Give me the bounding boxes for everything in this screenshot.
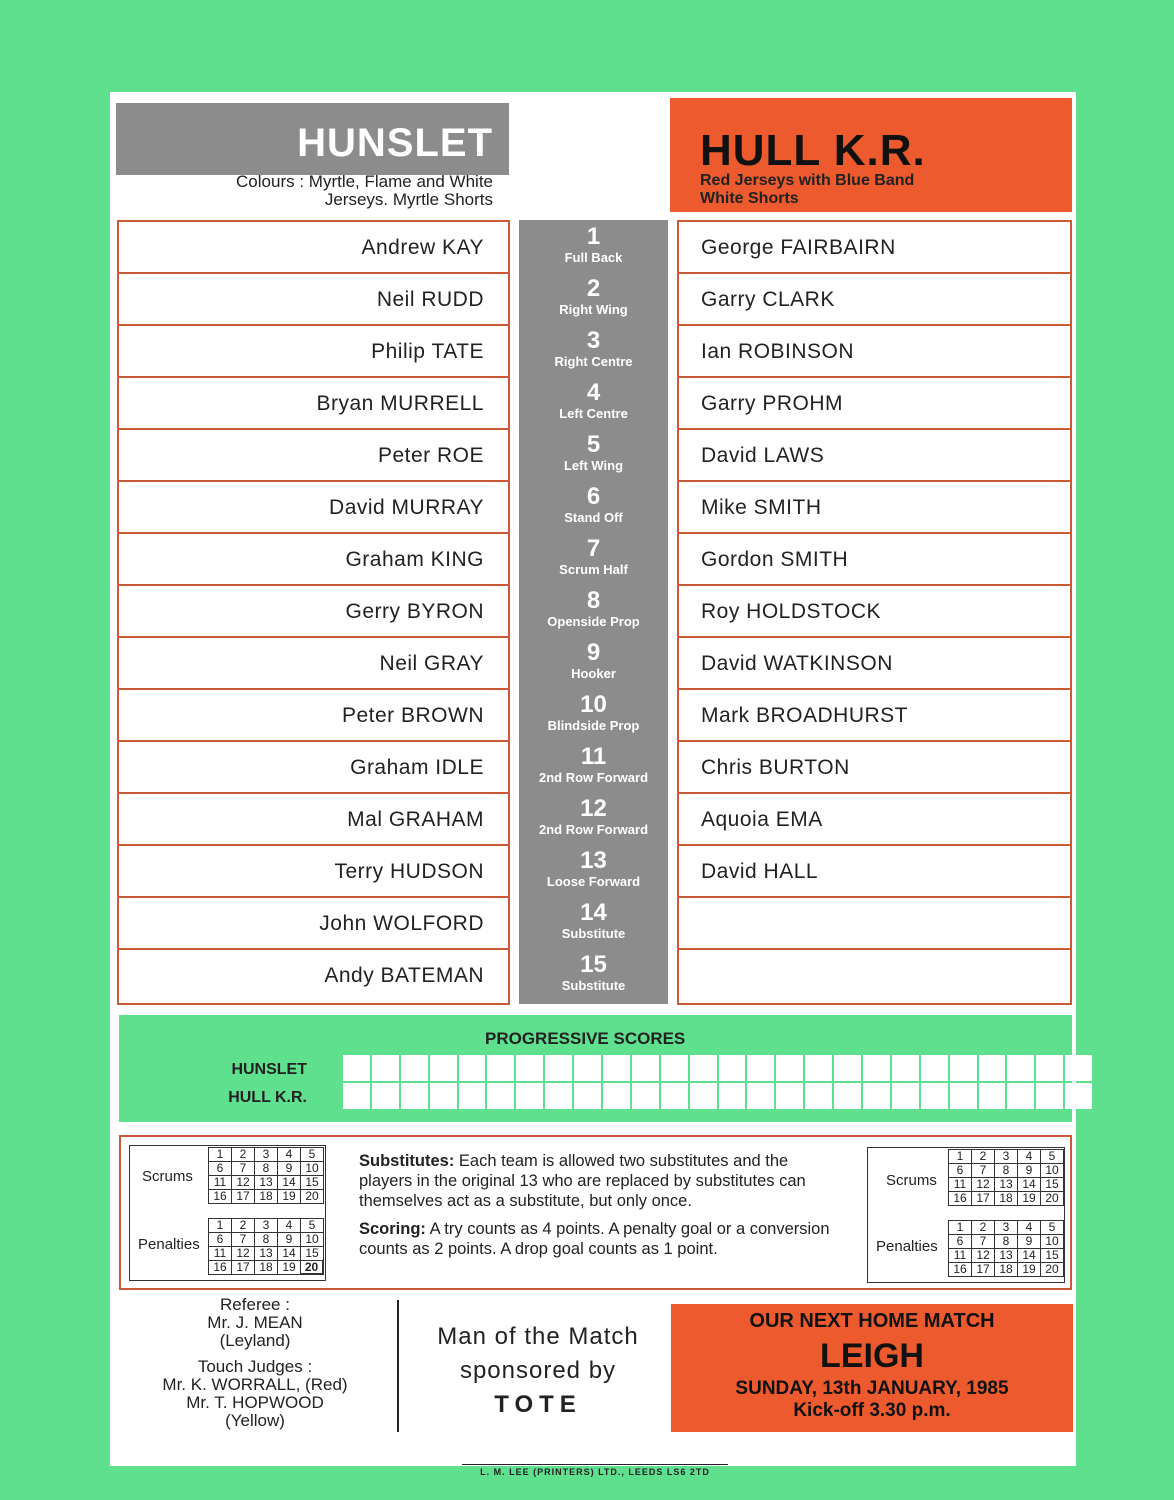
substitutes-rule-title: Substitutes: [359, 1152, 455, 1170]
away-team-list [677, 220, 1072, 1005]
tally-number: 4 [1018, 1221, 1041, 1235]
position-number: 4 [586, 379, 601, 406]
tally-number: 12 [232, 1176, 255, 1190]
away-player-row [679, 222, 1070, 274]
tally-number: 19 [1018, 1263, 1041, 1277]
home-penalties-label: Penalties [138, 1236, 200, 1253]
score-cell [690, 1083, 717, 1109]
tally-number: 8 [255, 1162, 278, 1176]
tally-number: 14 [1018, 1249, 1041, 1263]
home-player-name: Andrew KAY [361, 236, 484, 259]
position-label: Hooker [571, 666, 616, 681]
tally-number: 17 [232, 1190, 255, 1204]
tally-number: 1 [949, 1221, 972, 1235]
tally-number: 14 [278, 1247, 301, 1261]
score-cell [1007, 1055, 1034, 1081]
tally-number: 5 [301, 1148, 324, 1162]
tally-number: 16 [209, 1261, 232, 1275]
tally-number: 17 [972, 1192, 995, 1206]
tally-number: 10 [301, 1162, 324, 1176]
score-cell [979, 1055, 1006, 1081]
away-player-name: Roy HOLDSTOCK [701, 600, 881, 623]
man-of-the-match [408, 1320, 668, 1422]
position-number: 6 [586, 483, 601, 510]
divider-line [397, 1300, 399, 1432]
score-cell [574, 1055, 601, 1081]
home-player-name: Gerry BYRON [345, 600, 484, 623]
home-player-row [119, 534, 508, 586]
match-officials [130, 1296, 380, 1438]
score-cell [921, 1055, 948, 1081]
position-number: 8 [586, 587, 601, 614]
scoring-rule-text: A try counts as 4 points. A penalty goal or a conversion counts as 2 points. A drop goal counts as 1 point. [359, 1220, 830, 1258]
score-cell [690, 1055, 717, 1081]
away-player-row [679, 274, 1070, 326]
home-player-name: Andy BATEMAN [324, 964, 484, 987]
away-player-row [679, 846, 1070, 898]
tally-number: 12 [972, 1178, 995, 1192]
next-match-date: SUNDAY, 13th JANUARY, 1985 [735, 1378, 1009, 1399]
position-label: Left Wing [563, 458, 624, 473]
home-player-name: Peter ROE [377, 444, 484, 467]
tally-number: 18 [995, 1192, 1018, 1206]
home-player-row [119, 482, 508, 534]
score-cell [979, 1083, 1006, 1109]
away-player-name: Garry CLARK [701, 288, 835, 311]
position-number: 3 [586, 327, 601, 354]
home-colours-line-2: Jerseys. Myrtle Shorts [324, 190, 493, 209]
next-match-kickoff: Kick-off 3.30 p.m. [793, 1400, 951, 1421]
motm-sponsored-by: sponsored by [459, 1357, 617, 1384]
touch-judge-2: Mr. T. HOPWOOD [186, 1393, 324, 1412]
home-player-row [119, 794, 508, 846]
position-number: 13 [580, 847, 607, 874]
home-player-name: Bryan MURRELL [316, 392, 484, 415]
position-item [519, 532, 668, 584]
scoring-rule-title: Scoring: [359, 1220, 426, 1238]
position-item [519, 428, 668, 480]
tally-number: 15 [1041, 1249, 1064, 1263]
tally-number: 11 [209, 1176, 232, 1190]
away-player-row [679, 638, 1070, 690]
tally-number: 4 [278, 1148, 301, 1162]
position-label: Substitute [561, 978, 626, 993]
tally-number: 6 [209, 1162, 232, 1176]
away-player-row [679, 794, 1070, 846]
position-item [519, 480, 668, 532]
home-player-name: Neil RUDD [376, 288, 484, 311]
position-number: 5 [586, 431, 601, 458]
position-item [519, 220, 668, 272]
tally-number: 5 [301, 1219, 324, 1233]
score-cell [863, 1055, 890, 1081]
tally-number: 10 [1041, 1235, 1064, 1249]
tally-number: 9 [1018, 1235, 1041, 1249]
tally-number: 2 [972, 1221, 995, 1235]
tally-number: 3 [255, 1219, 278, 1233]
home-tally-box [129, 1145, 326, 1281]
motm-title: Man of the Match [437, 1323, 639, 1350]
motm-sponsor: TOTE [494, 1391, 582, 1418]
tally-number: 14 [278, 1176, 301, 1190]
tally-number: 9 [278, 1233, 301, 1247]
away-player-name: David WATKINSON [701, 652, 893, 675]
home-scrums-grid [208, 1147, 324, 1204]
score-cell [1065, 1083, 1092, 1109]
position-item [519, 844, 668, 896]
away-player-row [679, 378, 1070, 430]
tally-number: 15 [1041, 1178, 1064, 1192]
score-cell [950, 1083, 977, 1109]
tally-number: 1 [209, 1148, 232, 1162]
tally-number: 19 [278, 1190, 301, 1204]
score-cell [487, 1083, 514, 1109]
tally-number: 4 [278, 1219, 301, 1233]
position-number: 1 [586, 223, 601, 250]
away-player-name: Ian ROBINSON [701, 340, 855, 363]
position-label: Loose Forward [546, 874, 641, 889]
tally-number: 19 [278, 1261, 301, 1275]
score-cell [343, 1083, 370, 1109]
away-penalties-label: Penalties [876, 1238, 938, 1255]
away-player-name: Mark BROADHURST [701, 704, 909, 727]
away-team-name: HULL K.R. [700, 126, 926, 175]
away-team-header [670, 98, 1072, 212]
position-label: Full Back [564, 250, 623, 265]
score-cell [863, 1083, 890, 1109]
score-cell [632, 1055, 659, 1081]
away-player-row [679, 534, 1070, 586]
tally-number: 10 [1041, 1164, 1064, 1178]
tally-number: 15 [301, 1247, 324, 1261]
away-player-name: Chris BURTON [701, 756, 850, 779]
tally-number: 13 [255, 1247, 278, 1261]
away-player-row [679, 326, 1070, 378]
positions-column [519, 220, 668, 1004]
referee-block [130, 1296, 380, 1350]
home-player-name: Graham IDLE [350, 756, 484, 779]
position-label: Blindside Prop [547, 718, 640, 733]
position-number: 2 [586, 275, 601, 302]
score-cell [661, 1083, 688, 1109]
tally-number: 4 [1018, 1150, 1041, 1164]
away-player-name: David LAWS [701, 444, 825, 467]
home-player-row [119, 638, 508, 690]
score-cell [1007, 1083, 1034, 1109]
away-penalties-grid [948, 1220, 1064, 1277]
away-player-row [679, 898, 1070, 950]
next-match-heading: OUR NEXT HOME MATCH [749, 1310, 995, 1332]
next-home-match [671, 1304, 1073, 1432]
position-number: 15 [580, 951, 607, 978]
score-cell [430, 1083, 457, 1109]
score-cell [516, 1083, 543, 1109]
tally-number: 13 [255, 1176, 278, 1190]
home-player-row [119, 430, 508, 482]
home-player-name: Terry HUDSON [334, 860, 484, 883]
tally-number: 3 [995, 1150, 1018, 1164]
score-cell [950, 1055, 977, 1081]
score-cell [747, 1055, 774, 1081]
score-cell [719, 1083, 746, 1109]
tally-number: 1 [949, 1150, 972, 1164]
score-cell [1036, 1055, 1063, 1081]
position-item [519, 948, 668, 1000]
tally-number: 12 [972, 1249, 995, 1263]
tally-number: 5 [1041, 1150, 1064, 1164]
touch-judges-block [130, 1358, 380, 1430]
position-label: 2nd Row Forward [538, 770, 649, 785]
tally-number: 20 [1041, 1263, 1064, 1277]
score-cell [1036, 1083, 1063, 1109]
score-cell [545, 1083, 572, 1109]
position-label: Scrum Half [559, 562, 628, 577]
away-player-name: Mike SMITH [701, 496, 822, 519]
progressive-score-grid [343, 1055, 1092, 1109]
home-player-row [119, 950, 508, 1002]
tally-number: 11 [209, 1247, 232, 1261]
score-cell [805, 1083, 832, 1109]
tally-number: 8 [255, 1233, 278, 1247]
away-scrums-grid [948, 1149, 1064, 1206]
tally-number: 5 [1041, 1221, 1064, 1235]
score-cell [747, 1083, 774, 1109]
score-cell [776, 1083, 803, 1109]
home-player-row [119, 742, 508, 794]
progressive-scores [119, 1015, 1072, 1122]
position-item [519, 896, 668, 948]
position-number: 14 [580, 899, 607, 926]
score-cell [892, 1055, 919, 1081]
score-cell [834, 1055, 861, 1081]
tally-number: 7 [232, 1233, 255, 1247]
score-cell [574, 1083, 601, 1109]
score-cell [487, 1055, 514, 1081]
referee-name: Mr. J. MEAN [207, 1313, 303, 1332]
tally-number: 17 [232, 1261, 255, 1275]
score-cell [892, 1083, 919, 1109]
printer-imprint: L. M. LEE (PRINTERS) LTD., LEEDS LS6 2TD [462, 1464, 728, 1477]
away-player-row [679, 742, 1070, 794]
tally-number: 1 [209, 1219, 232, 1233]
score-cell [603, 1083, 630, 1109]
position-item [519, 636, 668, 688]
tally-number: 20 [1041, 1192, 1064, 1206]
home-player-row [119, 326, 508, 378]
tally-number: 18 [255, 1261, 278, 1275]
tally-number: 8 [995, 1164, 1018, 1178]
home-colours-line-1: Colours : Myrtle, Flame and White [236, 172, 493, 191]
tally-number: 6 [209, 1233, 232, 1247]
away-scrums-label: Scrums [886, 1172, 937, 1189]
tally-number: 20 [301, 1190, 324, 1204]
tally-number: 7 [972, 1235, 995, 1249]
score-cell [401, 1083, 428, 1109]
scoring-rule [359, 1219, 834, 1259]
score-cell [545, 1055, 572, 1081]
score-cell [430, 1055, 457, 1081]
home-team-header [116, 103, 509, 175]
position-item [519, 272, 668, 324]
home-player-name: David MURRAY [329, 496, 484, 519]
score-cell [459, 1083, 486, 1109]
tally-number: 16 [949, 1263, 972, 1277]
home-player-row [119, 222, 508, 274]
score-cell [834, 1083, 861, 1109]
position-number: 7 [586, 535, 601, 562]
home-player-row [119, 846, 508, 898]
score-cell [805, 1055, 832, 1081]
home-player-row [119, 690, 508, 742]
home-player-row [119, 274, 508, 326]
tally-number: 20 [301, 1261, 324, 1275]
score-cell [776, 1055, 803, 1081]
info-box [119, 1135, 1072, 1290]
tally-number: 2 [232, 1219, 255, 1233]
away-colours-line-2: White Shorts [700, 190, 799, 207]
away-player-name: Garry PROHM [701, 392, 843, 415]
tally-number: 8 [995, 1235, 1018, 1249]
referee-label: Referee : [220, 1295, 290, 1314]
home-player-row [119, 378, 508, 430]
position-item [519, 584, 668, 636]
tally-number: 10 [301, 1233, 324, 1247]
position-item [519, 740, 668, 792]
score-cell [401, 1055, 428, 1081]
position-label: Right Wing [559, 302, 628, 317]
score-cell [516, 1055, 543, 1081]
position-item [519, 324, 668, 376]
away-player-name: George FAIRBAIRN [701, 236, 896, 259]
position-number: 10 [580, 691, 607, 718]
tally-number: 2 [972, 1150, 995, 1164]
away-player-name: Gordon SMITH [701, 548, 849, 571]
tally-number: 2 [232, 1148, 255, 1162]
home-player-name: Philip TATE [371, 340, 484, 363]
score-cell [1065, 1055, 1092, 1081]
home-team-list [117, 220, 510, 1005]
home-player-name: Graham KING [345, 548, 484, 571]
home-team-name: HUNSLET [297, 121, 493, 165]
home-scrums-label: Scrums [142, 1168, 193, 1185]
tally-number: 7 [972, 1164, 995, 1178]
tally-number: 13 [995, 1249, 1018, 1263]
tally-number: 7 [232, 1162, 255, 1176]
tally-number: 17 [972, 1263, 995, 1277]
position-number: 11 [580, 743, 607, 770]
away-player-row [679, 586, 1070, 638]
score-cell [372, 1083, 399, 1109]
progressive-away-label: HULL K.R. [228, 1089, 307, 1106]
tally-number: 11 [949, 1178, 972, 1192]
home-player-name: John WOLFORD [319, 912, 484, 935]
away-tally-box [867, 1147, 1065, 1283]
touch-judge-2-flag: (Yellow) [225, 1411, 285, 1430]
position-label: Substitute [561, 926, 626, 941]
tally-number: 6 [949, 1235, 972, 1249]
position-label: Openside Prop [547, 614, 640, 629]
away-player-row [679, 950, 1070, 1002]
tally-number: 3 [995, 1221, 1018, 1235]
position-number: 9 [586, 639, 601, 666]
tally-number: 6 [949, 1164, 972, 1178]
tally-number: 12 [232, 1247, 255, 1261]
away-player-row [679, 690, 1070, 742]
referee-club: (Leyland) [219, 1331, 291, 1350]
position-item [519, 688, 668, 740]
score-cell [372, 1055, 399, 1081]
home-player-row [119, 586, 508, 638]
tally-number: 16 [209, 1190, 232, 1204]
position-label: Stand Off [564, 510, 623, 525]
substitutes-rule-text: Each team is allowed two substitutes and the players in the original 13 who are replaced by substitutes can themselves act as a substitute, but only once. [359, 1152, 806, 1210]
tally-number: 16 [949, 1192, 972, 1206]
position-label: Right Centre [554, 354, 633, 369]
progressive-home-label: HUNSLET [231, 1061, 307, 1078]
touch-judge-1: Mr. K. WORRALL, (Red) [162, 1375, 348, 1394]
position-item [519, 792, 668, 844]
score-cell [459, 1055, 486, 1081]
tally-number: 14 [1018, 1178, 1041, 1192]
rules-text [359, 1151, 834, 1267]
score-cell [921, 1083, 948, 1109]
home-player-name: Peter BROWN [341, 704, 484, 727]
score-cell [632, 1083, 659, 1109]
away-colours-line-1: Red Jerseys with Blue Band [700, 172, 915, 189]
position-label: 2nd Row Forward [538, 822, 649, 837]
away-team-colours [700, 172, 914, 208]
tally-number: 18 [995, 1263, 1018, 1277]
progressive-scores-title: PROGRESSIVE SCORES [485, 1029, 686, 1048]
position-item [519, 376, 668, 428]
tally-number: 15 [301, 1176, 324, 1190]
away-player-row [679, 430, 1070, 482]
touch-judges-label: Touch Judges : [197, 1357, 313, 1376]
home-player-row [119, 898, 508, 950]
tally-number: 11 [949, 1249, 972, 1263]
away-player-row [679, 482, 1070, 534]
tally-number: 13 [995, 1178, 1018, 1192]
tally-number: 9 [1018, 1164, 1041, 1178]
home-player-name: Neil GRAY [379, 652, 484, 675]
score-cell [603, 1055, 630, 1081]
home-team-colours [150, 173, 493, 209]
position-label: Left Centre [559, 406, 628, 421]
tally-number: 3 [255, 1148, 278, 1162]
tally-number: 9 [278, 1162, 301, 1176]
score-cell [719, 1055, 746, 1081]
home-penalties-grid [208, 1218, 324, 1275]
tally-number: 18 [255, 1190, 278, 1204]
next-match-opponent: LEIGH [820, 1337, 924, 1375]
away-player-name: Aquoia EMA [701, 808, 823, 831]
home-player-name: Mal GRAHAM [347, 808, 484, 831]
tally-number: 19 [1018, 1192, 1041, 1206]
score-cell [343, 1055, 370, 1081]
score-cell [661, 1055, 688, 1081]
position-number: 12 [580, 795, 607, 822]
away-player-name: David HALL [701, 860, 819, 883]
substitutes-rule [359, 1151, 834, 1211]
